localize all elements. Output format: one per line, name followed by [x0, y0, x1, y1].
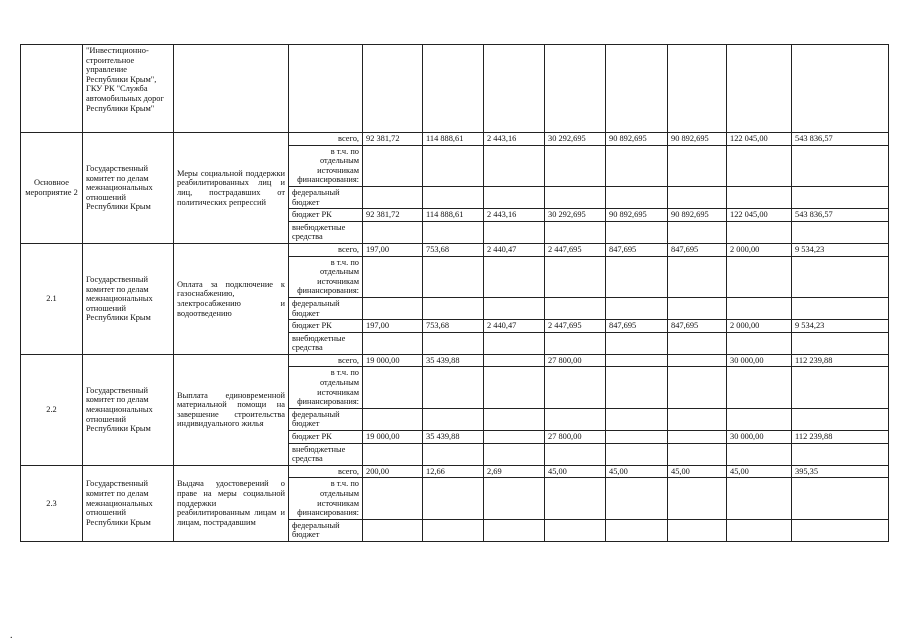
value-cell: 45,00 — [727, 465, 792, 478]
table-row — [21, 243, 889, 256]
value-cell: 197,00 — [363, 243, 423, 256]
value-cell: 122 045,00 — [727, 209, 792, 222]
source-incl-cell: в т.ч. по отдельным источникам финансирования: — [289, 145, 363, 186]
source-rk-cell: бюджет РК — [289, 431, 363, 444]
source-total-cell: всего, — [289, 243, 363, 256]
value-cell: 122 045,00 — [727, 133, 792, 146]
value-cell: 2 443,16 — [484, 133, 545, 146]
value-cell: 90 892,695 — [668, 209, 727, 222]
value-cell: 197,00 — [363, 320, 423, 333]
measure-name-cell: Выдача удостоверений о праве на меры социальной поддержки реабилитированным лицам и лицам, пострадавшим — [174, 465, 289, 541]
value-cell: 2 447,695 — [545, 243, 606, 256]
value-cell — [484, 354, 545, 367]
number-cell — [21, 45, 83, 133]
source-extra-cell: внебюджетные средства — [289, 332, 363, 354]
value-cell: 847,695 — [606, 243, 668, 256]
executor-cell: Государственный комитет по делам межнациональных отношений Республики Крым — [83, 354, 174, 465]
value-cell: 30 292,695 — [545, 133, 606, 146]
value-cell: 395,35 — [792, 465, 889, 478]
value-cell: 92 381,72 — [363, 133, 423, 146]
value-cell: 90 892,695 — [606, 209, 668, 222]
value-cell: 12,66 — [423, 465, 484, 478]
value-cell: 90 892,695 — [668, 133, 727, 146]
value-cell: 847,695 — [668, 243, 727, 256]
value-cell: 27 800,00 — [545, 354, 606, 367]
value-cell: 30 000,00 — [727, 354, 792, 367]
value-cell: 45,00 — [606, 465, 668, 478]
source-federal-cell: федеральный бюджет — [289, 186, 363, 208]
source-incl-cell: в т.ч. по отдельным источникам финансирования: — [289, 256, 363, 297]
value-cell: 9 534,23 — [792, 243, 889, 256]
source-rk-cell: бюджет РК — [289, 320, 363, 333]
source-total-cell: всего, — [289, 133, 363, 146]
value-cell: 2 000,00 — [727, 320, 792, 333]
value-cell: 27 800,00 — [545, 431, 606, 444]
source-federal-cell: федеральный бюджет — [289, 519, 363, 541]
value-cell: 2 440,47 — [484, 243, 545, 256]
value-cell: 9 534,23 — [792, 320, 889, 333]
table-row — [21, 133, 889, 146]
value-cell: 112 239,88 — [792, 354, 889, 367]
source-federal-cell: федеральный бюджет — [289, 408, 363, 430]
value-cell: 847,695 — [668, 320, 727, 333]
value-cell: 19 000,00 — [363, 431, 423, 444]
value-cell: 30 000,00 — [727, 431, 792, 444]
value-cell: 19 000,00 — [363, 354, 423, 367]
source-extra-cell: внебюджетные средства — [289, 221, 363, 243]
value-cell: 2 000,00 — [727, 243, 792, 256]
value-cell: 35 439,88 — [423, 431, 484, 444]
margin-mark: . — [10, 630, 13, 641]
number-cell: 2.3 — [21, 465, 83, 541]
value-cell: 753,68 — [423, 243, 484, 256]
value-cell: 35 439,88 — [423, 354, 484, 367]
budget-table — [20, 44, 889, 542]
table-row — [21, 45, 889, 133]
executor-cell: Государственный комитет по делам межнациональных отношений Республики Крым — [83, 243, 174, 354]
value-cell: 543 836,57 — [792, 133, 889, 146]
value-cell — [668, 431, 727, 444]
number-cell: Основное мероприятие 2 — [21, 133, 83, 244]
source-extra-cell: внебюджетные средства — [289, 443, 363, 465]
value-cell: 112 239,88 — [792, 431, 889, 444]
executor-cell: "Инвестиционно-строительное управление Республики Крым", ГКУ РК "Служба автомобильных дорог Республики Крым" — [83, 45, 174, 133]
value-cell: 2 443,16 — [484, 209, 545, 222]
value-cell: 200,00 — [363, 465, 423, 478]
value-cell: 2 447,695 — [545, 320, 606, 333]
value-cell: 114 888,61 — [423, 209, 484, 222]
value-cell — [668, 354, 727, 367]
value-cell: 2 440,47 — [484, 320, 545, 333]
value-cell: 114 888,61 — [423, 133, 484, 146]
measure-name-cell: Меры социальной поддержки реабилитированных лиц и лиц, пострадавших от политических репрессий — [174, 133, 289, 244]
source-incl-cell: в т.ч. по отдельным источникам финансирования: — [289, 478, 363, 519]
table-row — [21, 354, 889, 367]
value-cell — [606, 431, 668, 444]
number-cell: 2.2 — [21, 354, 83, 465]
value-cell: 30 292,695 — [545, 209, 606, 222]
table-row — [21, 465, 889, 478]
source-total-cell: всего, — [289, 465, 363, 478]
value-cell — [484, 431, 545, 444]
source-rk-cell: бюджет РК — [289, 209, 363, 222]
measure-name-cell: Выплата единовременной материальной помощи на завершение строительства индивидуального жилья — [174, 354, 289, 465]
value-cell: 92 381,72 — [363, 209, 423, 222]
value-cell: 45,00 — [545, 465, 606, 478]
value-cell — [606, 354, 668, 367]
value-cell: 90 892,695 — [606, 133, 668, 146]
executor-cell: Государственный комитет по делам межнациональных отношений Республики Крым — [83, 465, 174, 541]
source-incl-cell: в т.ч. по отдельным источникам финансирования: — [289, 367, 363, 408]
executor-cell: Государственный комитет по делам межнациональных отношений Республики Крым — [83, 133, 174, 244]
value-cell: 753,68 — [423, 320, 484, 333]
value-cell: 847,695 — [606, 320, 668, 333]
source-federal-cell: федеральный бюджет — [289, 297, 363, 319]
value-cell: 543 836,57 — [792, 209, 889, 222]
value-cell: 45,00 — [668, 465, 727, 478]
value-cell: 2,69 — [484, 465, 545, 478]
number-cell: 2.1 — [21, 243, 83, 354]
source-total-cell: всего, — [289, 354, 363, 367]
measure-name-cell: Оплата за подключение к газоснабжению, электросабжению и водоотведению — [174, 243, 289, 354]
